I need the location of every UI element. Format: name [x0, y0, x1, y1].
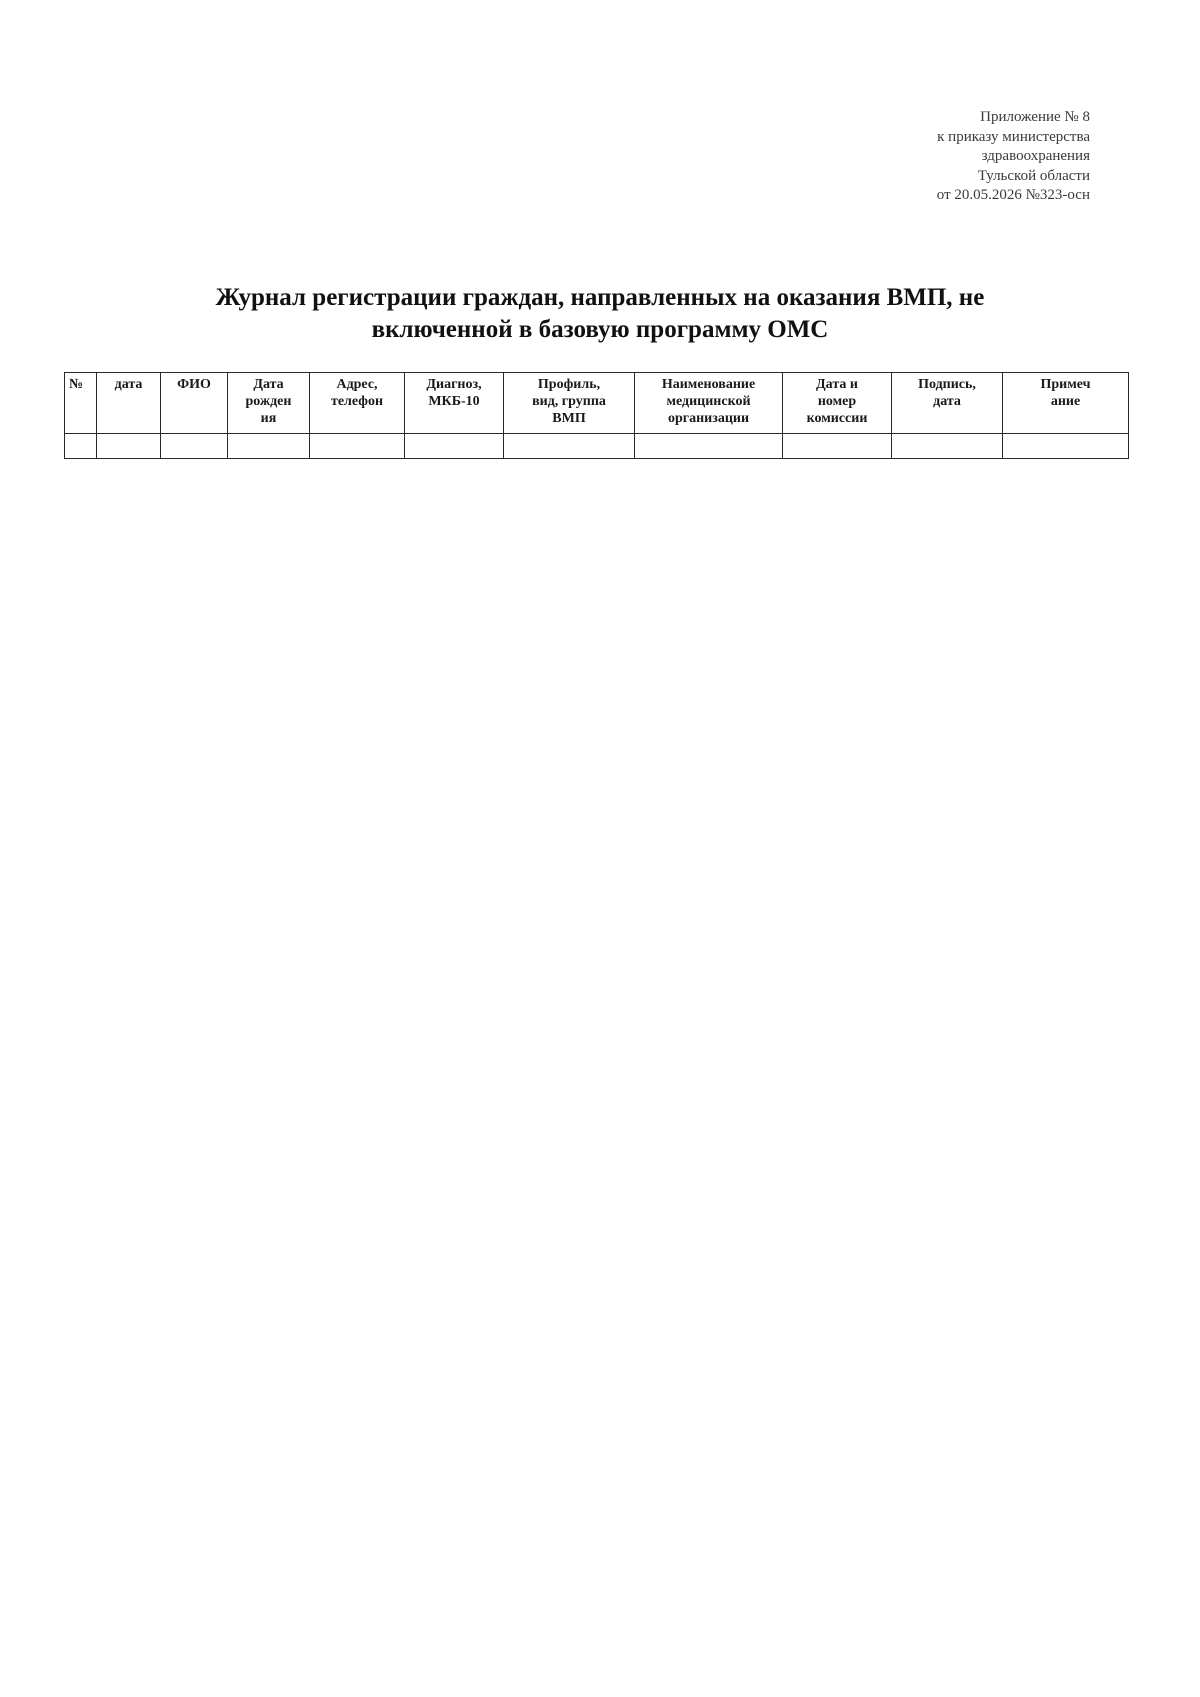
table-cell [635, 434, 783, 459]
header-full-name: ФИО [161, 373, 228, 434]
document-title [100, 282, 1100, 346]
table-cell [310, 434, 405, 459]
header-diagnosis: Диагноз, МКБ-10 [405, 373, 504, 434]
appendix-line: здравоохранения [981, 148, 1090, 164]
header-profile-type-group: Профиль, вид, группа ВМП [504, 373, 635, 434]
header-signature-date: Подпись, дата [892, 373, 1003, 434]
appendix-line: Приложение № 8 [980, 109, 1090, 125]
table-header-row [65, 373, 1129, 434]
table-cell [892, 434, 1003, 459]
header-date: дата [97, 373, 161, 434]
header-medical-organization: Наименование медицинской организации [635, 373, 783, 434]
appendix-line: от 20.05.2026 №323-осн [936, 187, 1090, 203]
header-birth-date: Дата рожден ия [228, 373, 310, 434]
table-cell [97, 434, 161, 459]
table-cell [405, 434, 504, 459]
header-commission: Дата и номер комиссии [783, 373, 892, 434]
table-cell [65, 434, 97, 459]
appendix-line: Тульской области [977, 167, 1090, 184]
appendix-line: к приказу министерства [937, 128, 1090, 145]
table-cell [161, 434, 228, 459]
title-line-2: включенной в базовую программу ОМС [371, 316, 829, 343]
table-cell [228, 434, 310, 459]
table-cell [783, 434, 892, 459]
title-line-1: Журнал регистрации граждан, направленных на оказания ВМП, не [215, 284, 985, 311]
registration-journal-table [64, 372, 1129, 459]
header-note: Примеч ание [1003, 373, 1129, 434]
table-cell [1003, 434, 1129, 459]
header-number: № [65, 373, 97, 434]
header-address-phone: Адрес, телефон [310, 373, 405, 434]
appendix-reference [790, 108, 1090, 206]
table-cell [504, 434, 635, 459]
table-row [65, 434, 1129, 459]
